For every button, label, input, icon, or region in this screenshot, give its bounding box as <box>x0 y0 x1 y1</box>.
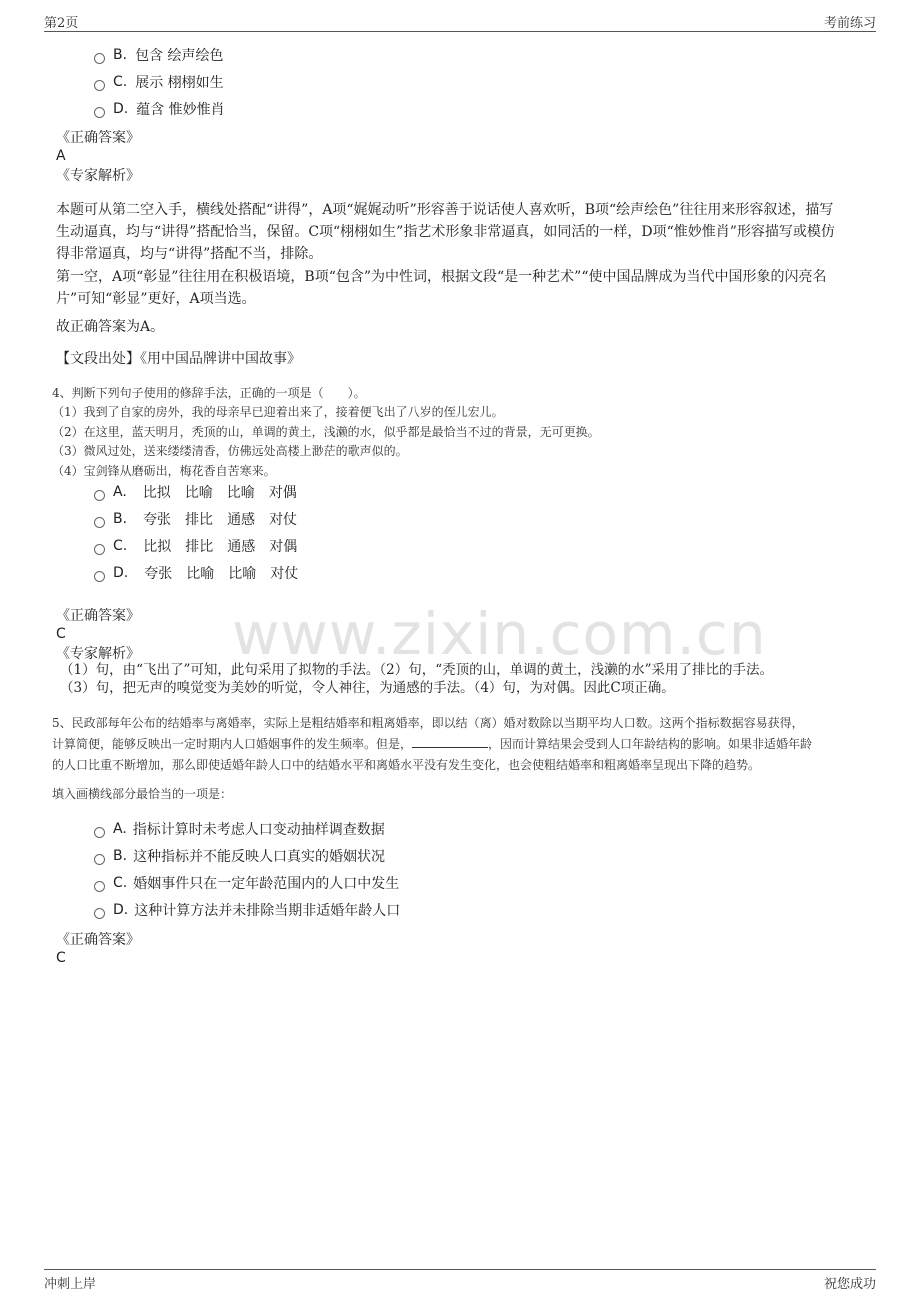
text-line: 本题可从第二空入手，横线处搭配“讲得”，A项“娓娓动听”形容善于说话使人喜欢听，B项“绘声绘色”往往用来形容叙述，描写 <box>56 202 834 218</box>
q3-option-d[interactable] <box>94 98 225 120</box>
answer-value: C <box>56 950 66 966</box>
option-letter: D. <box>113 101 129 117</box>
analysis-paragraph-1 <box>56 199 866 265</box>
q4-option-b[interactable] <box>94 508 311 530</box>
sentence-item: （3）微风过处，送来缕缕清香，仿佛远处高楼上渺茫的歌声似的。 <box>52 444 408 458</box>
option-letter: A. <box>113 484 127 500</box>
option-cell: 对仗 <box>270 566 299 582</box>
question-4-sentences <box>52 403 870 481</box>
header-divider <box>44 31 876 32</box>
text-segment: ，因而计算结果会受到人口年龄结构的影响。如果非适婚年龄 <box>488 737 813 751</box>
text-line: （3）句，把无声的嗅觉变为美妙的听觉，令人神往，为通感的手法。（4）句，为对偶。因此C项正确。 <box>60 680 675 696</box>
watermark: www.zixin.com.cn <box>232 600 767 668</box>
option-letter: A. <box>113 821 127 837</box>
option-cell: 比喻 <box>186 566 215 582</box>
analysis-paragraph-2 <box>56 266 866 310</box>
q4-option-d[interactable] <box>94 562 312 584</box>
option-letter: D. <box>113 902 129 918</box>
option-cell: 对偶 <box>268 485 297 501</box>
q4-option-c[interactable] <box>94 535 311 557</box>
analysis-label: 《专家解析》 <box>56 646 140 662</box>
question-5-stem <box>52 713 870 776</box>
sentence-item: （2）在这里，蓝天明月，秃顶的山，单调的黄土，浅濑的水，似乎都是最恰当不过的背景，无可更换。 <box>52 424 600 439</box>
option-cell: 比喻 <box>226 485 255 501</box>
option-letter: C. <box>113 875 128 891</box>
option-text: 婚姻事件只在一定年龄范围内的人口中发生 <box>133 876 400 892</box>
footer-left-text: 冲刺上岸 <box>44 1277 97 1292</box>
source-citation: 【文段出处】《用中国品牌讲中国故事》 <box>56 351 301 367</box>
text-line <box>52 734 870 755</box>
q5-option-a[interactable] <box>94 818 385 840</box>
answer-label: 《正确答案》 <box>56 608 140 624</box>
footer-right-text: 祝您成功 <box>823 1277 876 1292</box>
answer-label: 《正确答案》 <box>56 130 140 146</box>
radio-icon[interactable] <box>94 517 105 528</box>
q3-option-c[interactable] <box>94 71 224 93</box>
text-line: 5、民政部每年公布的结婚率与离婚率，实际上是粗结婚率和粗离婚率，即以结（离）婚对数除以当期平均人口数。这两个指标数据容易获得， <box>52 716 804 730</box>
text-line: （1）句，由“飞出了”可知，此句采用了拟物的手法。（2）句，“秃顶的山，单调的黄土，浅濑的水”采用了排比的手法。 <box>60 662 774 678</box>
radio-icon[interactable] <box>94 854 105 865</box>
text-line: 第一空，A项“彰显”往往用在积极语境，B项“包含”为中性词，根据文段“是一种艺术”“使中国品牌成为当代中国形象的闪亮名 <box>56 269 827 285</box>
radio-icon[interactable] <box>94 490 105 501</box>
option-cell: 比拟 <box>143 539 172 555</box>
option-cell: 对偶 <box>269 539 298 555</box>
option-cell: 排比 <box>185 512 214 528</box>
option-text: 指标计算时未考虑人口变动抽样调查数据 <box>132 822 385 838</box>
sentence-item: （4）宝剑锋从磨砺出，梅花香自苦寒来。 <box>52 463 276 478</box>
option-letter: D. <box>113 565 129 581</box>
footer-divider <box>44 1269 876 1270</box>
option-cell: 通感 <box>227 512 256 528</box>
option-cell: 夸张 <box>143 512 172 528</box>
option-text: 展示 栩栩如生 <box>135 75 224 91</box>
option-cell: 比喻 <box>228 566 257 582</box>
question-4-stem: 4、判断下列句子使用的修辞手法，正确的一项是（ ）。 <box>52 386 366 400</box>
analysis-label: 《专家解析》 <box>56 168 140 184</box>
text-line: 得非常逼真，均与“讲得”搭配不当，排除。 <box>56 246 323 262</box>
q5-option-d[interactable] <box>94 899 400 921</box>
radio-icon[interactable] <box>94 827 105 838</box>
text-segment: 计算简便，能够反映出一定时期内人口婚姻事件的发生频率。但是， <box>52 737 413 751</box>
question-5-prompt: 填入画横线部分最恰当的一项是： <box>52 787 233 801</box>
radio-icon[interactable] <box>94 53 105 64</box>
text-line: 片”可知“彰显”更好，A项当选。 <box>56 291 256 307</box>
answer-value: C <box>56 626 66 642</box>
header-title: 考前练习 <box>823 16 876 31</box>
q5-option-c[interactable] <box>94 872 399 894</box>
fill-in-blank <box>412 735 488 748</box>
q5-option-b[interactable] <box>94 845 385 867</box>
radio-icon[interactable] <box>94 571 105 582</box>
option-text: 包含 绘声绘色 <box>135 48 224 64</box>
option-letter: C. <box>113 74 128 90</box>
option-text: 这种指标并不能反映人口真实的婚姻状况 <box>133 849 386 865</box>
text-line: 生动逼真，均与“讲得”搭配恰当，保留。C项“栩栩如生”指艺术形象非常逼真，如同活的一样，D项“惟妙惟肖”形容描写或模仿 <box>56 224 835 240</box>
option-letter: B. <box>113 848 128 864</box>
option-cell: 比喻 <box>184 485 213 501</box>
analysis-conclusion: 故正确答案为A。 <box>56 319 165 335</box>
q3-option-b[interactable] <box>94 44 224 66</box>
radio-icon[interactable] <box>94 107 105 118</box>
radio-icon[interactable] <box>94 908 105 919</box>
option-cell: 夸张 <box>144 566 173 582</box>
option-cell: 排比 <box>185 539 214 555</box>
sentence-item: （1）我到了自家的房外，我的母亲早已迎着出来了，接着便飞出了八岁的侄儿宏儿。 <box>52 405 504 419</box>
text-line: 的人口比重不断增加，那么即使适婚年龄人口中的结婚水平和离婚水平没有发生变化，也会使粗结婚率和粗离婚率呈现出下降的趋势。 <box>52 758 761 772</box>
answer-value: A <box>56 148 66 164</box>
option-letter: C. <box>113 538 128 554</box>
radio-icon[interactable] <box>94 80 105 91</box>
option-text: 这种计算方法并未排除当期非适婚年龄人口 <box>134 903 401 919</box>
radio-icon[interactable] <box>94 881 105 892</box>
option-letter: B. <box>113 511 128 527</box>
option-cell: 比拟 <box>142 485 171 501</box>
page-number: 第2页 <box>44 16 79 31</box>
radio-icon[interactable] <box>94 544 105 555</box>
answer-label: 《正确答案》 <box>56 932 140 948</box>
option-letter: B. <box>113 47 128 63</box>
option-cell: 通感 <box>227 539 256 555</box>
option-cell: 对仗 <box>269 512 298 528</box>
q4-option-a[interactable] <box>94 481 311 503</box>
q4-analysis <box>60 661 870 697</box>
option-text: 蕴含 惟妙惟肖 <box>136 102 225 118</box>
